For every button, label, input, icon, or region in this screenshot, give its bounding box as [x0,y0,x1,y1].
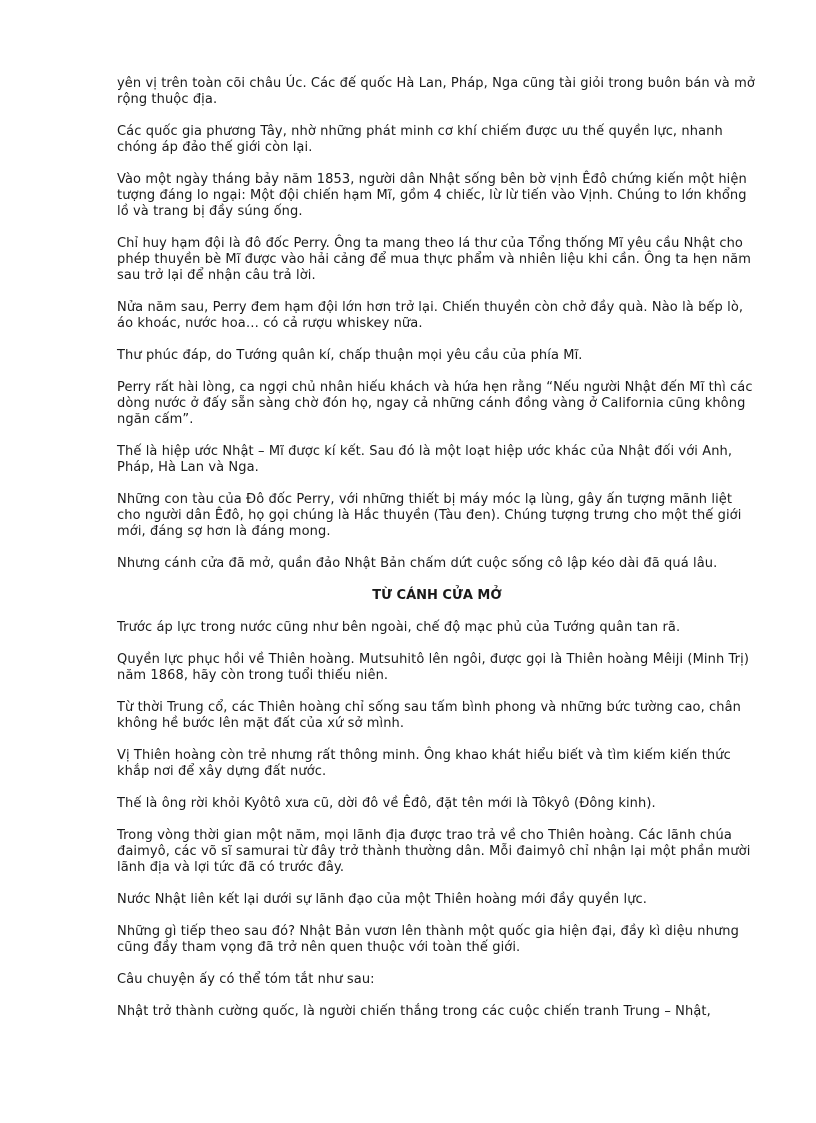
paragraph: Những gì tiếp theo sau đó? Nhật Bản vươn lên thành một quốc gia hiện đại, đầy kì diệu nhưng cũng đầy tham vọng đã trở nên quen thuộc với toàn thế giới. [117,924,739,955]
paragraph: Quyền lực phục hồi về Thiên hoàng. Mutsuhitô lên ngôi, được gọi là Thiên hoàng Mêiji (Minh Trị) năm 1868, hãy còn trong tuổi thiếu niên. [117,652,749,683]
paragraph: Trong vòng thời gian một năm, mọi lãnh địa được trao trả về cho Thiên hoàng. Các lãnh chúa đaimyô, các võ sĩ samurai từ đây trở thành thường dân. Mỗi đaimyô chỉ nhận lại một phần mười lãnh địa và lợi tức đã có trước đây. [117,828,751,875]
paragraph: yên vị trên toàn cõi châu Úc. Các đế quốc Hà Lan, Pháp, Nga cũng tài giỏi trong buôn bán và mở rộng thuộc địa. [117,76,755,107]
paragraph: Các quốc gia phương Tây, nhờ những phát minh cơ khí chiếm được ưu thế quyền lực, nhanh chóng áp đảo thế giới còn lại. [117,124,723,155]
paragraph: Nửa năm sau, Perry đem hạm đội lớn hơn trở lại. Chiến thuyền còn chở đầy quà. Nào là bếp lò, áo khoác, nước hoa… có cả rượu whiskey nữa. [117,300,744,331]
paragraph: Chỉ huy hạm đội là đô đốc Perry. Ông ta mang theo lá thư của Tổng thống Mĩ yêu cầu Nhật cho phép thuyền bè Mĩ được vào hải cảng để mua thực phẩm và nhiên liệu khi cần. Ông ta hẹn năm sau trở lại để nhận câu trả lời. [117,236,752,283]
paragraph: Thế là hiệp ước Nhật – Mĩ được kí kết. Sau đó là một loạt hiệp ước khác của Nhật đối với Anh, Pháp, Hà Lan và Nga. [117,444,733,475]
paragraph: Thư phúc đáp, do Tướng quân kí, chấp thuận mọi yêu cầu của phía Mĩ. [117,348,583,363]
paragraph: Những con tàu của Đô đốc Perry, với những thiết bị máy móc lạ lùng, gây ấn tượng mãnh liệt cho người dân Êđô, họ gọi chúng là Hắc thuyền (Tàu đen). Chúng tượng trưng cho một thế giới mới, đáng sợ hơn là đáng mong. [117,492,742,539]
paragraph: Nhật trở thành cường quốc, là người chiến thắng trong các cuộc chiến tranh Trung – Nhật, [117,1004,711,1019]
paragraph: Perry rất hài lòng, ca ngợi chủ nhân hiếu khách và hứa hẹn rằng “Nếu người Nhật đến Mĩ thì các dòng nước ở đấy sẵn sàng chờ đón họ, ngay cả những cánh đồng vàng ở California cũng không ngăn cấm”. [117,380,753,427]
paragraph: Nước Nhật liên kết lại dưới sự lãnh đạo của một Thiên hoàng mới đầy quyền lực. [117,892,648,907]
paragraph: Vị Thiên hoàng còn trẻ nhưng rất thông minh. Ông khao khát hiểu biết và tìm kiếm kiến thức khắp nơi để xây dựng đất nước. [117,748,731,779]
paragraph: Nhưng cánh cửa đã mở, quần đảo Nhật Bản chấm dứt cuộc sống cô lập kéo dài đã quá lâu. [117,556,718,571]
document-page [117,76,757,1036]
paragraph: Vào một ngày tháng bảy năm 1853, người dân Nhật sống bên bờ vịnh Êđô chứng kiến một hiện tượng đáng lo ngại: Một đội chiến hạm Mĩ, gồm 4 chiếc, lừ lừ tiến vào Vịnh. Chúng to lớn khổng lồ và trang bị đầy súng ống. [117,172,747,219]
paragraph: Câu chuyện ấy có thể tóm tắt như sau: [117,972,375,987]
paragraph: Trước áp lực trong nước cũng như bên ngoài, chế độ mạc phủ của Tướng quân tan rã. [117,620,681,635]
paragraph: Thế là ông rời khỏi Kyôtô xưa cũ, dời đô về Êđô, đặt tên mới là Tôkyô (Đông kinh). [117,796,656,811]
section-heading: TỪ CÁNH CỬA MỞ [372,588,502,603]
paragraph: Từ thời Trung cổ, các Thiên hoàng chỉ sống sau tấm bình phong và những bức tường cao, chân không hề bước lên mặt đất của xứ sở mình. [117,700,742,731]
